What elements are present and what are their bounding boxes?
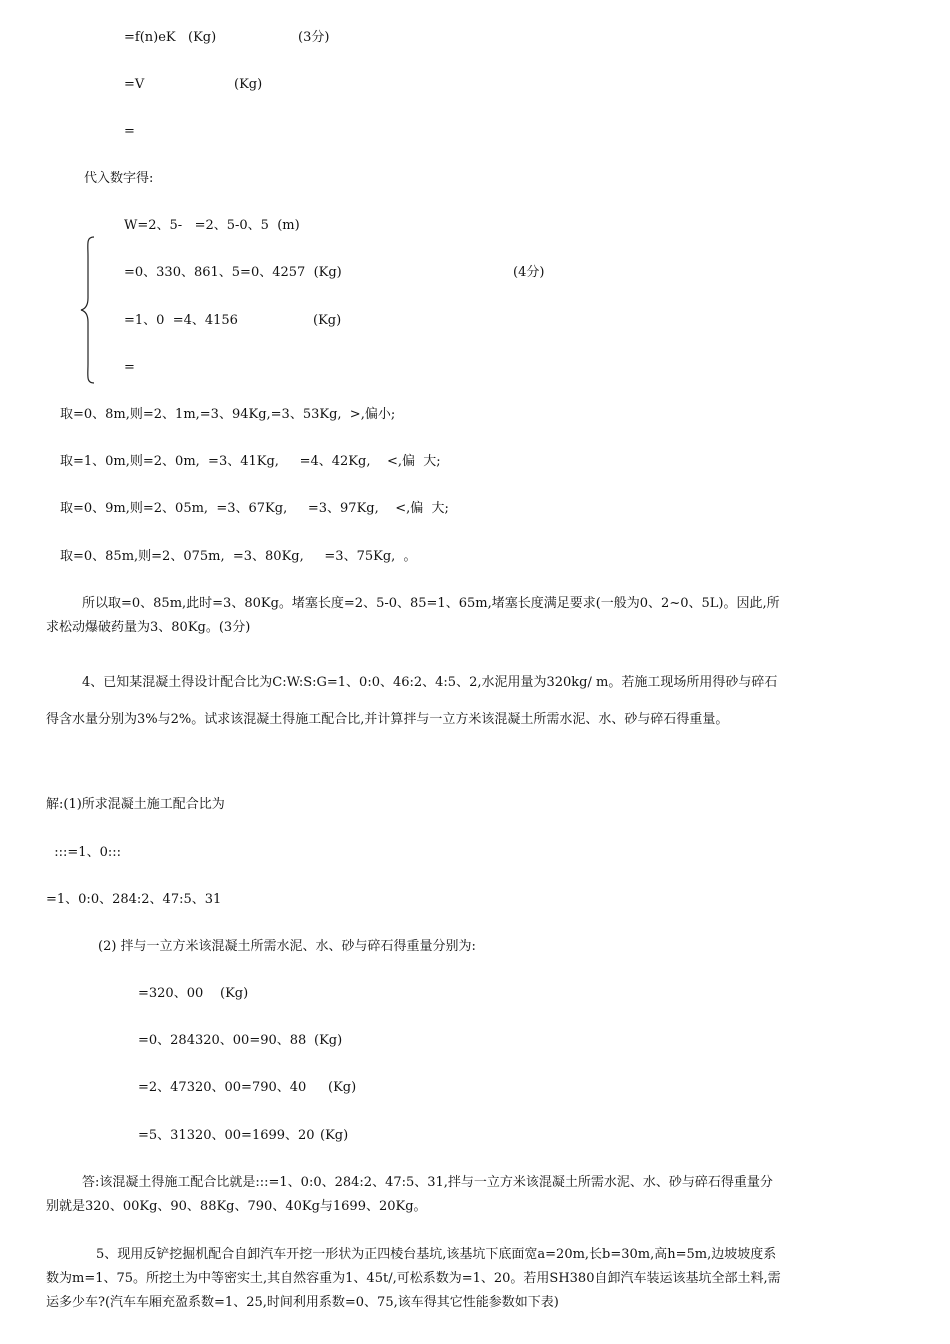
- formula-line: W=2、5- =2、5-0、5 (m): [124, 218, 300, 233]
- formula-line: =V: [124, 77, 145, 92]
- ratio-line: :::=1、0:::: [46, 845, 121, 860]
- unit-note: (Kg): [328, 1080, 357, 1095]
- trial-line: 取=1、0m,则=2、0m, =3、41Kg, =4、42Kg, <,偏 大;: [60, 454, 441, 469]
- question-4: 4、已知某混凝土得设计配合比为C:W:S:G=1、0:0、46:2、4:5、2,水泥用量为320kg/ m。若施工现场所用得砂与碎石得含水量分别为3%与2%。试求该混凝土得施工配合比,并计算拌与一立方米该混凝土所需水泥、水、砂与碎石得重量。: [46, 675, 778, 727]
- weight-line: =2、47320、00=790、40: [138, 1080, 307, 1095]
- score-note: (3分): [298, 30, 330, 45]
- substitute-label: 代入数字得:: [84, 171, 154, 186]
- unit-note: (Kg): [234, 77, 263, 92]
- formula-line: =: [124, 124, 135, 139]
- weight-line: =5、31320、00=1699、20: [138, 1128, 315, 1143]
- weight-line: =320、00: [138, 986, 204, 1001]
- conclusion-paragraph: 所以取=0、85m,此时=3、80Kg。堵塞长度=2、5-0、85=1、65m,堵塞长度满足要求(一般为0、2~0、5L)。因此,所求松动爆破药量为3、80Kg。(3分): [46, 596, 780, 635]
- trial-line: 取=0、9m,则=2、05m, =3、67Kg, =3、97Kg, <,偏 大;: [60, 501, 449, 516]
- solution-heading: (2) 拌与一立方米该混凝土所需水泥、水、砂与碎石得重量分别为:: [98, 939, 476, 954]
- weight-line: =0、284320、00=90、88: [138, 1033, 307, 1048]
- question-5: 5、现用反铲挖掘机配合自卸汽车开挖一形状为正四棱台基坑,该基坑下底面宽a=20m,长b=30m,高h=5m,边坡坡度系数为m=1、75。所挖土为中等密实土,其自然容重为1、45t/,可松系数为=1、20。若用SH380自卸汽车装运该基坑全部土料,需运多少车?(汽车车厢充盈系数=1、25,时间利用系数=0、75,该车得其它性能参数如下表): [46, 1247, 781, 1310]
- formula-line: =0、330、861、5=0、4257 (Kg): [124, 265, 342, 280]
- left-brace: [80, 236, 96, 384]
- unit-note: (Kg): [314, 1033, 343, 1048]
- score-note: (4分): [513, 265, 545, 280]
- formula-line: =: [124, 360, 135, 375]
- ratio-line: =1、0:0、284:2、47:5、31: [46, 892, 222, 907]
- trial-line: 取=0、8m,则=2、1m,=3、94Kg,=3、53Kg, >,偏小;: [60, 407, 396, 422]
- formula-line: =1、0 =4、4156: [124, 313, 238, 328]
- formula-line: =f(n)eK (Kg): [124, 30, 217, 45]
- unit-note: (Kg): [220, 986, 249, 1001]
- unit-note: (Kg): [313, 313, 342, 328]
- unit-note: (Kg): [320, 1128, 349, 1143]
- answer-paragraph: 答:该混凝土得施工配合比就是:::=1、0:0、284:2、47:5、31,拌与一立方米该混凝土所需水泥、水、砂与碎石得重量分别就是320、00Kg、90、88Kg、790、40Kg与1699、20Kg。: [46, 1175, 773, 1214]
- solution-heading: 解:(1)所求混凝土施工配合比为: [46, 797, 225, 812]
- trial-line: 取=0、85m,则=2、075m, =3、80Kg, =3、75Kg, 。: [60, 549, 417, 564]
